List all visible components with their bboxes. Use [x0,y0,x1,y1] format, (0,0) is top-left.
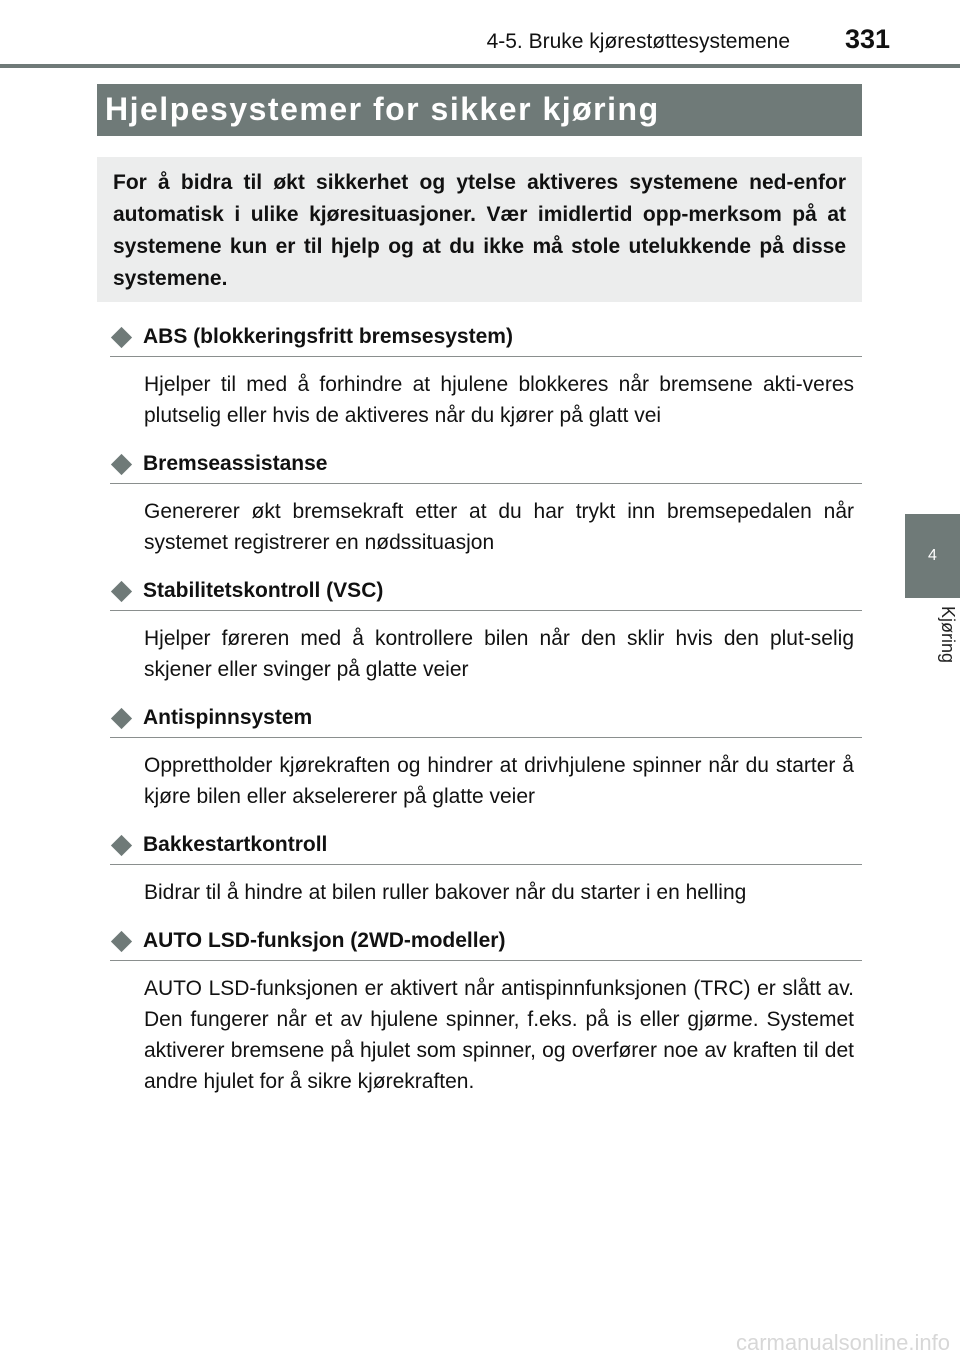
feature-item [110,318,862,431]
feature-item [110,826,862,908]
feature-heading [110,922,862,961]
chapter-tab [905,514,960,598]
intro-box [97,157,862,302]
feature-description: AUTO LSD-funksjonen er aktivert når antispinnfunksjonen (TRC) er slått av. Den fungerer når et av hjulene spinner, f.eks. på is eller gjørme. Systemet aktiverer bremsene på hjulet som spinner, og overfører noe av kraften til det andre hjulet for å sikre kjørekraften. [144,977,854,1093]
feature-description: Opprettholder kjørekraften og hindrer at drivhjulene spinner når du starter å kjøre bilen eller akselererer på glatte veier [144,754,854,808]
watermark: carmanualsonline.info [735,1330,950,1355]
feature-heading-text: Bremseassistanse [143,452,328,475]
feature-heading [110,826,862,865]
feature-heading-text: ABS (blokkeringsfritt bremsesystem) [143,325,513,348]
diamond-bullet-icon [111,580,132,601]
diamond-bullet-icon [111,930,132,951]
intro-text: For å bidra til økt sikkerhet og ytelse aktiveres systemene ned-enfor automatisk i ulike kjøresituasjoner. Vær imidlertid opp-merksom på at systemene kun er til hjelp og at du ikke må stole utelukkende på disse systemene. [113,171,846,290]
chapter-tab-label: Kjøring [938,606,958,664]
feature-item [110,699,862,812]
diamond-bullet-icon [111,453,132,474]
feature-item [110,572,862,685]
diamond-bullet-icon [111,326,132,347]
chapter-tab-number: 4 [928,547,937,564]
feature-heading-text: Antispinnsystem [143,706,313,729]
feature-description: Hjelper til med å forhindre at hjulene blokkeres når bremsene akti-veres plutselig eller hvis de aktiveres når du kjører på glatt vei [144,373,854,427]
feature-heading [110,699,862,738]
section-title: Hjelpesystemer for sikker kjøring [97,84,862,136]
page-number: 331 [844,24,890,54]
header-divider [0,64,960,68]
feature-heading [110,572,862,611]
feature-heading-text: Bakkestartkontroll [143,833,328,856]
feature-description: Bidrar til å hindre at bilen ruller bakover når du starter i en helling [144,881,747,904]
feature-item [110,445,862,558]
feature-description: Genererer økt bremsekraft etter at du har trykt inn bremsepedalen når systemet registrerer en nødssituasjon [144,500,854,554]
feature-heading-text: AUTO LSD-funksjon (2WD-modeller) [143,929,506,952]
feature-heading [110,445,862,484]
feature-description: Hjelper føreren med å kontrollere bilen når den sklir hvis den plut-selig skjener eller svinger på glatte veier [144,627,854,681]
diamond-bullet-icon [111,834,132,855]
diamond-bullet-icon [111,707,132,728]
feature-heading-text: Stabilitetskontroll (VSC) [143,579,384,602]
feature-list [110,318,862,1111]
feature-item [110,922,862,1097]
feature-heading [110,318,862,357]
chapter-title: 4-5. Bruke kjørestøttesystemene [486,30,790,53]
